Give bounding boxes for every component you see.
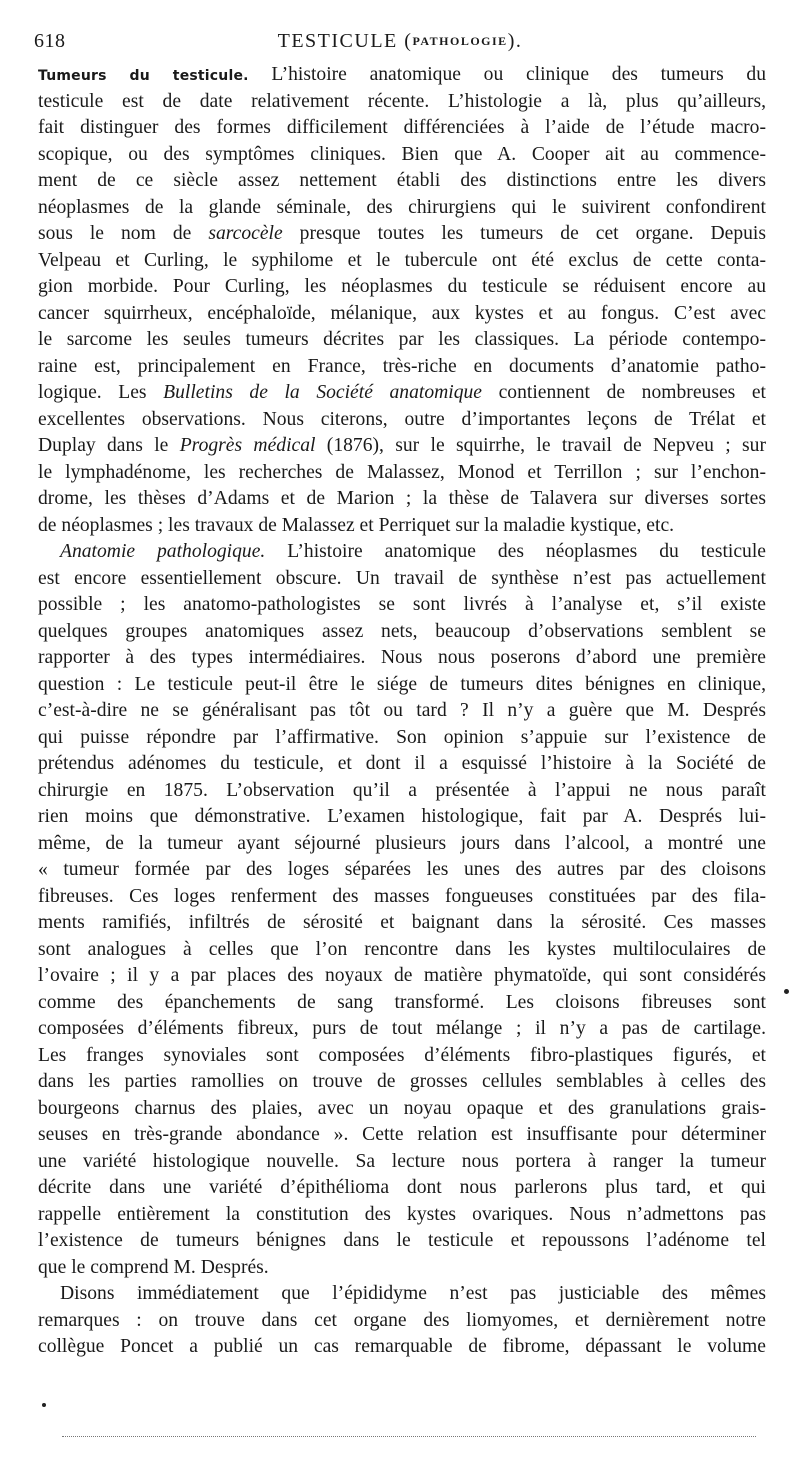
text-line [38,460,766,487]
line-text: seuses en très-grande abondance ». Cette relation est insuffisante pour déterminer [38,1124,766,1145]
line-text: gion morbide. Pour Curling, les néoplasmes du testicule se réduisent encore au [38,276,766,297]
text-line [38,168,766,195]
text-line [38,698,766,725]
line-text: fait distinguer des formes difficilement différenciées à l’aide de l’étude macro- [38,117,766,138]
line-text: l’ovaire ; il y a par places des noyaux de matière phymatoïde, qui sont considérés [38,965,766,986]
text-line [38,592,766,619]
text-line [38,751,766,778]
paragraph [38,539,766,1281]
text-line [38,89,766,116]
line-text: de néoplasmes ; les travaux de Malassez et Perriquet sur la maladie kystique, etc. [38,514,675,536]
line-text: le sarcome les seules tumeurs décrites par les classiques. La période contempo- [38,329,766,350]
text-line [38,1122,766,1149]
line-text: scopique, ou des symptômes cliniques. Bien que A. Cooper ait au commence- [38,143,766,165]
text-line [38,142,766,169]
line-text: néoplasmes de la glande séminale, des chirurgiens qui le suivirent confondirent [38,196,766,218]
text-line [38,725,766,752]
line-text: ment de ce siècle assez nettement établi des distinctions entre les divers [38,170,766,191]
running-title-sub: PATHOLOGIE [412,34,508,48]
line-text: presque toutes les tumeurs de cet organe. Depuis [282,223,766,244]
text-line [38,619,766,646]
line-text: chirurgie en 1875. L’observation qu’il a présentée à l’appui ne nous paraît [38,779,766,801]
italic-title: Bulletins de la Société anatomique [163,382,482,403]
text-line [38,1202,766,1229]
text-line [38,1096,766,1123]
line-text: logique. Les [38,382,164,403]
text-line [38,115,766,142]
line-text: est encore essentiellement obscure. Un travail de synthèse n’est pas actuellement [38,567,766,589]
line-text: bourgeons charnus des plaies, avec un noyau opaque et des granulations grais- [38,1097,766,1119]
margin-dot [784,989,789,994]
text-line [38,486,766,513]
line-text: rappelle entièrement la constitution des kystes ovariques. Nous n’admettons pas [38,1203,766,1225]
running-title [34,30,766,53]
text-line [38,672,766,699]
line-text: Disons immédiatement que l’épididyme n’est pas justiciable des mêmes [60,1283,766,1304]
text-line [38,539,766,566]
text-line [38,1255,766,1282]
line-text: le lymphadénome, les recherches de Malassez, Monod et Terrillon ; sur l’enchon- [38,461,766,483]
text-line [38,1281,766,1308]
line-text: rapporter à des types intermédiaires. Nous nous poserons d’abord une première [38,647,766,668]
line-text: rien moins que démonstrative. L’examen histologique, fait par A. Després lui- [38,806,766,827]
text-line [38,407,766,434]
line-text: que le comprend M. Després. [38,1256,269,1278]
text-line [38,221,766,248]
page-number: 618 [34,30,66,52]
line-text: c’est-à-dire ne se généralisant pas tôt ou tard ? Il n’y a guère que M. Després [38,700,766,721]
margin-dot [42,1403,46,1407]
text-line [38,804,766,831]
line-text: prétendus adénomes du testicule, et dont il a esquissé l’histoire à la Société de [38,753,766,774]
line-text: quelques groupes anatomiques assez nets, beaucoup d’observations semblent se [38,620,766,642]
line-text: Velpeau et Curling, le syphilome et le tubercule ont été exclus de cette conta- [38,249,766,271]
line-text: possible ; les anatomo-pathologistes se sont livrés à l’analyse et, s’il existe [38,594,766,615]
text-line [38,1308,766,1335]
text-line [38,433,766,460]
line-text: qui puisse répondre par l’affirmative. Son opinion s’appuie sur l’existence de [38,726,766,748]
line-text: comme des épanchements de sang transformé. Les cloisons fibreuses sont [38,991,766,1013]
text-line [38,857,766,884]
text-line [38,1149,766,1176]
line-text: contiennent de nombreuses et [482,382,766,403]
line-text: l’existence de tumeurs bénignes dans le testicule et repoussons l’adénome tel [38,1230,766,1251]
running-title-paren-open: ( [397,30,413,52]
text-line [38,327,766,354]
text-line [38,248,766,275]
text-line [38,910,766,937]
line-text: remarques : on trouve dans cet organe des liomyomes, et dernièrement notre [38,1309,766,1331]
italic-title: Progrès médical [179,435,316,456]
text-line [38,1043,766,1070]
line-text: L’histoire anatomique des néoplasmes du testicule [265,541,766,562]
italic-heading: Anatomie pathologique. [60,541,266,562]
paragraph [38,62,766,539]
line-text: « tumeur formée par des loges séparées les unes des autres par des cloisons [38,859,766,880]
line-text: ments ramifiés, infiltrés de sérosité et baignant dans la sérosité. Ces masses [38,912,766,933]
text-line [38,301,766,328]
text-line [38,778,766,805]
line-text: raine est, principalement en France, très-riche en documents d’anatomie patho- [38,355,766,377]
footer-dotted-line [62,1432,756,1437]
line-text: Duplay dans le [38,435,180,456]
text-line [38,831,766,858]
body-text [38,62,766,1361]
page-header [34,30,766,56]
text-line [38,513,766,540]
text-line [38,1175,766,1202]
line-text: excellentes observations. Nous citerons, outre d’importantes leçons de Trélat et [38,408,766,430]
line-text: composées d’éléments fibreux, purs de tout mélange ; il n’y a pas de cartilage. [38,1018,766,1039]
text-line [38,1016,766,1043]
text-line [38,380,766,407]
paragraph [38,1281,766,1361]
text-line [38,195,766,222]
line-text: même, de la tumeur ayant séjourné plusieurs jours dans l’alcool, a montré une [38,832,766,854]
text-line [38,566,766,593]
text-line [38,62,766,89]
text-line [38,884,766,911]
line-text: dans les parties ramollies on trouve de grosses cellules semblables à celles des [38,1071,766,1092]
line-text: testicule est de date relativement récente. L’histologie a là, plus qu’ailleurs, [38,90,766,112]
line-text: décrite dans une variété d’épithélioma dont nous parlerons plus tard, et qui [38,1177,766,1198]
italic-title: sarcocèle [208,223,283,244]
text-line [38,1069,766,1096]
line-text: collègue Poncet a publié un cas remarquable de fibrome, dépassant le volume [38,1336,766,1357]
line-text: sous le nom de [38,223,209,244]
text-line [38,1334,766,1361]
text-line [38,990,766,1017]
line-text: drome, les thèses d’Adams et de Marion ; la thèse de Talavera sur diverses sortes [38,488,766,509]
line-text: cancer squirrheux, encéphaloïde, mélanique, aux kystes et au fongus. C’est avec [38,302,766,324]
text-line [38,963,766,990]
running-title-main: TESTICULE [277,30,398,52]
running-title-paren-close: ). [507,30,523,52]
line-text: question : Le testicule peut-il être le siége de tumeurs dites bénignes en clinique, [38,673,766,695]
line-text: sont analogues à celles que l’on rencontre dans les kystes multiloculaires de [38,938,766,960]
line-text: une variété histologique nouvelle. Sa lecture nous portera à ranger la tumeur [38,1150,766,1172]
line-text: (1876), sur le squirrhe, le travail de Nepveu ; sur [315,435,766,456]
text-line [38,354,766,381]
line-text: Les franges synoviales sont composées d’éléments fibro-plastiques figurés, et [38,1044,766,1066]
text-line [38,937,766,964]
line-text: fibreuses. Ces loges renferment des masses fongueuses constituées par des fila- [38,885,766,907]
line-text: L’histoire anatomique ou clinique des tumeurs du [248,64,767,85]
text-line [38,1228,766,1255]
text-line [38,274,766,301]
section-run-head: Tumeurs du testicule. [38,68,249,84]
text-line [38,645,766,672]
